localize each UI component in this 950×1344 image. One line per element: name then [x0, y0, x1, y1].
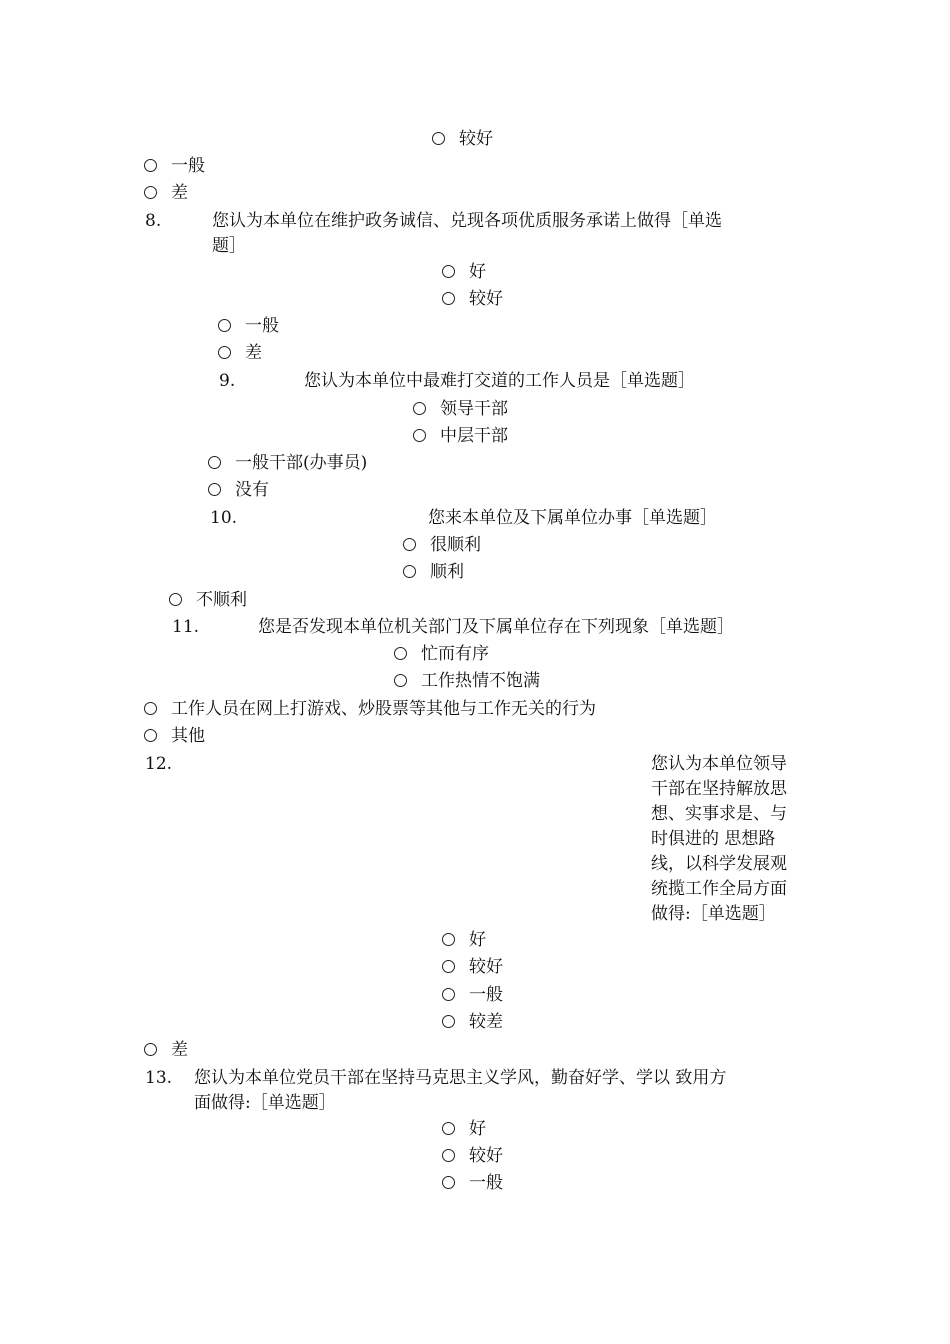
option-label: 好 [469, 262, 486, 282]
option-label: 一般 [469, 1173, 503, 1193]
option-label: 工作人员在网上打游戏、炒股票等其他与工作无关的行为 [171, 699, 596, 719]
q7-option-1[interactable] [432, 126, 493, 153]
option-label: 好 [469, 1119, 486, 1139]
option-label: 差 [245, 343, 262, 363]
q8-option-4[interactable] [218, 340, 262, 367]
q11-option-4[interactable] [144, 723, 205, 750]
q8-option-3[interactable] [218, 313, 279, 340]
q12-option-1[interactable] [442, 927, 486, 954]
q7-option-2[interactable] [144, 153, 205, 180]
q9-option-2[interactable] [413, 423, 508, 450]
radio-icon[interactable] [442, 1122, 455, 1135]
radio-icon[interactable] [169, 593, 182, 606]
radio-icon[interactable] [442, 1149, 455, 1162]
radio-icon[interactable] [442, 960, 455, 973]
radio-icon[interactable] [208, 483, 221, 496]
radio-icon[interactable] [442, 292, 455, 305]
q8-text-line2: 题］ [212, 236, 246, 256]
q8-number: 8. [145, 211, 162, 231]
q11-number: 11. [172, 617, 200, 637]
q12-option-5[interactable] [144, 1037, 188, 1064]
q12-option-4[interactable] [442, 1009, 503, 1036]
radio-icon[interactable] [394, 674, 407, 687]
option-label: 顺利 [430, 562, 464, 582]
option-label: 其他 [171, 726, 205, 746]
q10-number: 10. [210, 508, 238, 528]
option-label: 中层干部 [440, 426, 508, 446]
radio-icon[interactable] [442, 1015, 455, 1028]
option-label: 没有 [235, 480, 269, 500]
option-label: 较好 [469, 289, 503, 309]
radio-icon[interactable] [442, 988, 455, 1001]
q10-option-3[interactable] [169, 587, 247, 614]
option-label: 领导干部 [440, 399, 508, 419]
option-label: 工作热情不饱满 [421, 671, 540, 691]
option-label: 一般 [469, 985, 503, 1005]
radio-icon[interactable] [442, 933, 455, 946]
q8-option-2[interactable] [442, 286, 503, 313]
q12-text-line: 做得:［单选题］ [651, 904, 776, 924]
q13-number: 13. [145, 1068, 173, 1088]
option-label: 差 [171, 1040, 188, 1060]
radio-icon[interactable] [218, 319, 231, 332]
q12-text-line: 时俱进的 思想路 [651, 829, 776, 849]
radio-icon[interactable] [442, 265, 455, 278]
q12-option-2[interactable] [442, 954, 503, 981]
radio-icon[interactable] [144, 729, 157, 742]
option-label: 一般 [245, 316, 279, 336]
q8-option-1[interactable] [442, 259, 486, 286]
radio-icon[interactable] [403, 538, 416, 551]
option-label: 较差 [469, 1012, 503, 1032]
option-label: 较好 [459, 129, 493, 149]
q10-option-2[interactable] [403, 559, 464, 586]
option-label: 好 [469, 930, 486, 950]
q11-option-2[interactable] [394, 668, 540, 695]
option-label: 不顺利 [196, 590, 247, 610]
q13-option-1[interactable] [442, 1116, 486, 1143]
radio-icon[interactable] [413, 402, 426, 415]
q9-option-4[interactable] [208, 477, 269, 504]
q9-option-3[interactable] [208, 450, 367, 477]
q12-option-3[interactable] [442, 982, 503, 1009]
radio-icon[interactable] [144, 1043, 157, 1056]
radio-icon[interactable] [218, 346, 231, 359]
q12-number: 12. [145, 754, 173, 774]
q13-option-3[interactable] [442, 1170, 503, 1197]
q13-text-line1: 您认为本单位党员干部在坚持马克思主义学风，勤奋好学、学以 致用方 [194, 1068, 727, 1088]
q9-option-1[interactable] [413, 396, 508, 423]
q7-option-3[interactable] [144, 180, 188, 207]
option-label: 一般干部(办事员) [235, 453, 368, 473]
q9-text: 您认为本单位中最难打交道的工作人员是［单选题］ [304, 371, 695, 391]
option-label: 较好 [469, 957, 503, 977]
radio-icon[interactable] [208, 456, 221, 469]
option-label: 差 [171, 183, 188, 203]
radio-icon[interactable] [144, 186, 157, 199]
q13-text-line2: 面做得:［单选题］ [194, 1093, 336, 1113]
radio-icon[interactable] [394, 647, 407, 660]
q10-text: 您来本单位及下属单位办事［单选题］ [428, 508, 717, 528]
radio-icon[interactable] [144, 159, 157, 172]
q12-text-line: 线，以科学发展观 [651, 854, 787, 874]
q12-text-line: 想、实事求是、与 [651, 804, 787, 824]
q10-option-1[interactable] [403, 532, 481, 559]
radio-icon[interactable] [144, 702, 157, 715]
radio-icon[interactable] [413, 429, 426, 442]
option-label: 较好 [469, 1146, 503, 1166]
radio-icon[interactable] [403, 565, 416, 578]
q11-option-1[interactable] [394, 641, 489, 668]
option-label: 忙而有序 [421, 644, 489, 664]
q12-text [651, 752, 811, 927]
q11-text: 您是否发现本单位机关部门及下属单位存在下列现象［单选题］ [258, 617, 734, 637]
q8-text-line1: 您认为本单位在维护政务诚信、兑现各项优质服务承诺上做得［单选 [212, 211, 722, 231]
option-label: 很顺利 [430, 535, 481, 555]
q9-number: 9. [219, 371, 236, 391]
q12-text-line: 干部在坚持解放思 [651, 779, 787, 799]
q12-text-line: 统揽工作全局方面 [651, 879, 787, 899]
option-label: 一般 [171, 156, 205, 176]
q11-option-3[interactable] [144, 696, 596, 723]
radio-icon[interactable] [442, 1176, 455, 1189]
q12-text-line: 您认为本单位领导 [651, 754, 787, 774]
q13-option-2[interactable] [442, 1143, 503, 1170]
radio-icon[interactable] [432, 132, 445, 145]
